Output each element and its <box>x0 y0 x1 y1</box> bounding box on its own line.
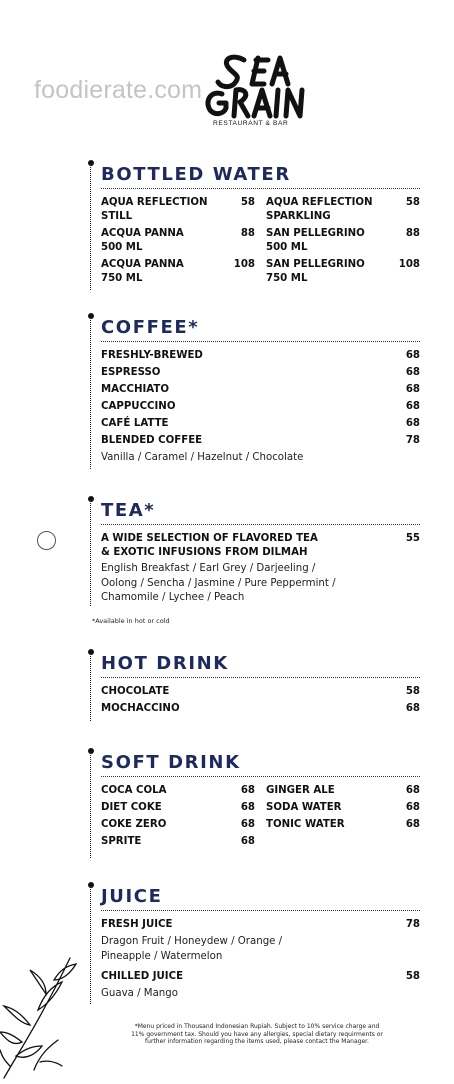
item-price: 68 <box>405 819 420 830</box>
item-name <box>101 532 318 559</box>
item-price: 78 <box>405 435 420 446</box>
menu-item <box>266 784 420 801</box>
item-name: CHILLED JUICE <box>101 971 184 982</box>
watermark-text: foodierate.com <box>34 76 203 104</box>
item-description <box>101 562 420 606</box>
menu-item <box>266 196 420 227</box>
item-name: MACCHIATO <box>101 384 169 395</box>
section-tea <box>88 496 420 606</box>
item-name: AQUA REFLECTION SPARKLING <box>266 197 373 222</box>
item-name: SAN PELLEGRINO 750 ML <box>266 259 365 284</box>
item-name: MOCHACCINO <box>101 703 180 714</box>
menu-item <box>101 417 420 434</box>
vertical-dotted-line <box>90 500 91 606</box>
item-price: 68 <box>240 836 255 847</box>
item-description: Vanilla / Caramel / Hazelnut / Chocolate <box>101 452 304 463</box>
hole-punch-circle <box>37 531 56 550</box>
item-price: 68 <box>240 785 255 796</box>
menu-item <box>101 366 420 383</box>
menu-item <box>101 434 420 451</box>
menu-item <box>101 196 255 227</box>
right-column <box>266 196 420 289</box>
dotted-divider <box>101 341 420 342</box>
dotted-divider <box>101 776 420 777</box>
vertical-dotted-line <box>90 317 91 469</box>
item-price: 68 <box>405 367 420 378</box>
menu-item <box>266 801 420 818</box>
item-price: 88 <box>240 228 255 239</box>
item-name: DIET COKE <box>101 802 162 813</box>
item-name: AQUA REFLECTION STILL <box>101 197 208 222</box>
item-price: 58 <box>405 971 420 982</box>
bullet-dot <box>88 748 94 754</box>
item-price: 58 <box>240 197 255 208</box>
item-description <box>101 935 420 964</box>
item-name: SODA WATER <box>266 802 342 813</box>
item-description: Guava / Mango <box>101 988 178 999</box>
menu-item <box>101 918 420 935</box>
description-line: English Breakfast / Earl Grey / Darjeeling / <box>101 563 316 574</box>
section-title: COFFEE* <box>101 317 200 338</box>
item-name: ACQUA PANNA 750 ML <box>101 259 184 284</box>
section-coffee <box>88 313 420 469</box>
item-name: SPRITE <box>101 836 142 847</box>
item-name: SAN PELLEGRINO 500 ML <box>266 228 365 253</box>
item-name: ACQUA PANNA 500 ML <box>101 228 184 253</box>
section-hot-drink <box>88 649 420 721</box>
item-price: 68 <box>405 785 420 796</box>
brand-logo <box>200 50 320 134</box>
section-title: JUICE <box>101 886 163 907</box>
description-line: Oolong / Sencha / Jasmine / Pure Peppermint / <box>101 577 336 589</box>
left-column <box>101 196 255 289</box>
bullet-dot <box>88 496 94 502</box>
footer-disclaimer <box>96 1023 418 1046</box>
item-name: CAFÉ LATTE <box>101 418 169 429</box>
section-title: HOT DRINK <box>101 653 229 674</box>
leaf-illustration <box>0 950 90 1084</box>
menu-item <box>101 383 420 400</box>
availability-note: *Available in hot or cold <box>92 617 170 625</box>
item-price: 68 <box>240 819 255 830</box>
item-name: FRESHLY-BREWED <box>101 350 203 361</box>
bullet-dot <box>88 160 94 166</box>
section-title: SOFT DRINK <box>101 752 241 773</box>
menu-item <box>266 818 420 835</box>
section-bottled-water <box>88 160 420 290</box>
menu-item <box>101 801 255 818</box>
bullet-dot <box>88 313 94 319</box>
footer-line: 11% government tax. Should you have any allergies, special dietary requirments or <box>131 1030 383 1038</box>
item-price: 58 <box>405 686 420 697</box>
item-price: 68 <box>405 350 420 361</box>
footer-line: *Menu priced in Thousand Indonesian Rupiah. Subject to 10% service charge and <box>134 1023 380 1030</box>
item-name: CHOCOLATE <box>101 686 170 697</box>
section-title: TEA* <box>101 500 156 521</box>
vertical-dotted-line <box>90 752 91 858</box>
item-name: CAPPUCCINO <box>101 401 176 412</box>
menu-item <box>266 258 420 289</box>
dotted-divider <box>101 524 420 525</box>
item-price: 68 <box>405 384 420 395</box>
vertical-dotted-line <box>90 886 91 1004</box>
menu-item <box>101 258 255 289</box>
item-name: FRESH JUICE <box>101 919 173 930</box>
item-price: 68 <box>405 703 420 714</box>
menu-item <box>101 784 255 801</box>
menu-item <box>101 349 420 366</box>
menu-item <box>101 970 420 987</box>
menu-item <box>101 702 420 719</box>
vertical-dotted-line <box>90 164 91 290</box>
dotted-divider <box>101 188 420 189</box>
section-title: BOTTLED WATER <box>101 164 291 185</box>
menu-item <box>101 818 255 835</box>
menu-item <box>101 227 255 258</box>
right-column <box>266 784 420 852</box>
item-price: 55 <box>405 533 420 544</box>
item-price: 78 <box>405 919 420 930</box>
menu-item <box>101 532 420 559</box>
section-soft-drink <box>88 748 420 858</box>
item-price: 58 <box>405 197 420 208</box>
item-name: TONIC WATER <box>266 819 345 830</box>
item-name: ESPRESSO <box>101 367 161 378</box>
item-name-line: A WIDE SELECTION OF FLAVORED TEA <box>101 533 318 544</box>
dotted-divider <box>101 677 420 678</box>
footer-line: further information regarding the items used, please contact the Manager. <box>145 1038 369 1046</box>
brand-subtitle: RESTAURANT & BAR <box>213 120 289 127</box>
description-line: Pineapple / Watermelon <box>101 950 223 962</box>
menu-item <box>101 400 420 417</box>
item-name: COKE ZERO <box>101 819 167 830</box>
item-price: 68 <box>405 418 420 429</box>
item-name: COCA COLA <box>101 785 167 796</box>
item-price: 68 <box>240 802 255 813</box>
description-line: Dragon Fruit / Honeydew / Orange / <box>101 936 283 947</box>
section-juice <box>88 882 420 1004</box>
item-price: 68 <box>405 802 420 813</box>
menu-item <box>266 227 420 258</box>
dotted-divider <box>101 910 420 911</box>
item-name: BLENDED COFFEE <box>101 435 203 446</box>
menu-item <box>101 685 420 702</box>
item-name: GINGER ALE <box>266 785 335 796</box>
left-column <box>101 784 255 852</box>
item-price: 88 <box>405 228 420 239</box>
description-line: Chamomile / Lychee / Peach <box>101 592 245 603</box>
item-name-line: & EXOTIC INFUSIONS FROM DILMAH <box>101 546 308 558</box>
item-price: 108 <box>233 259 255 270</box>
vertical-dotted-line <box>90 653 91 721</box>
menu-item <box>101 835 255 852</box>
bullet-dot <box>88 882 94 888</box>
bullet-dot <box>88 649 94 655</box>
item-price: 108 <box>398 259 420 270</box>
item-price: 68 <box>405 401 420 412</box>
